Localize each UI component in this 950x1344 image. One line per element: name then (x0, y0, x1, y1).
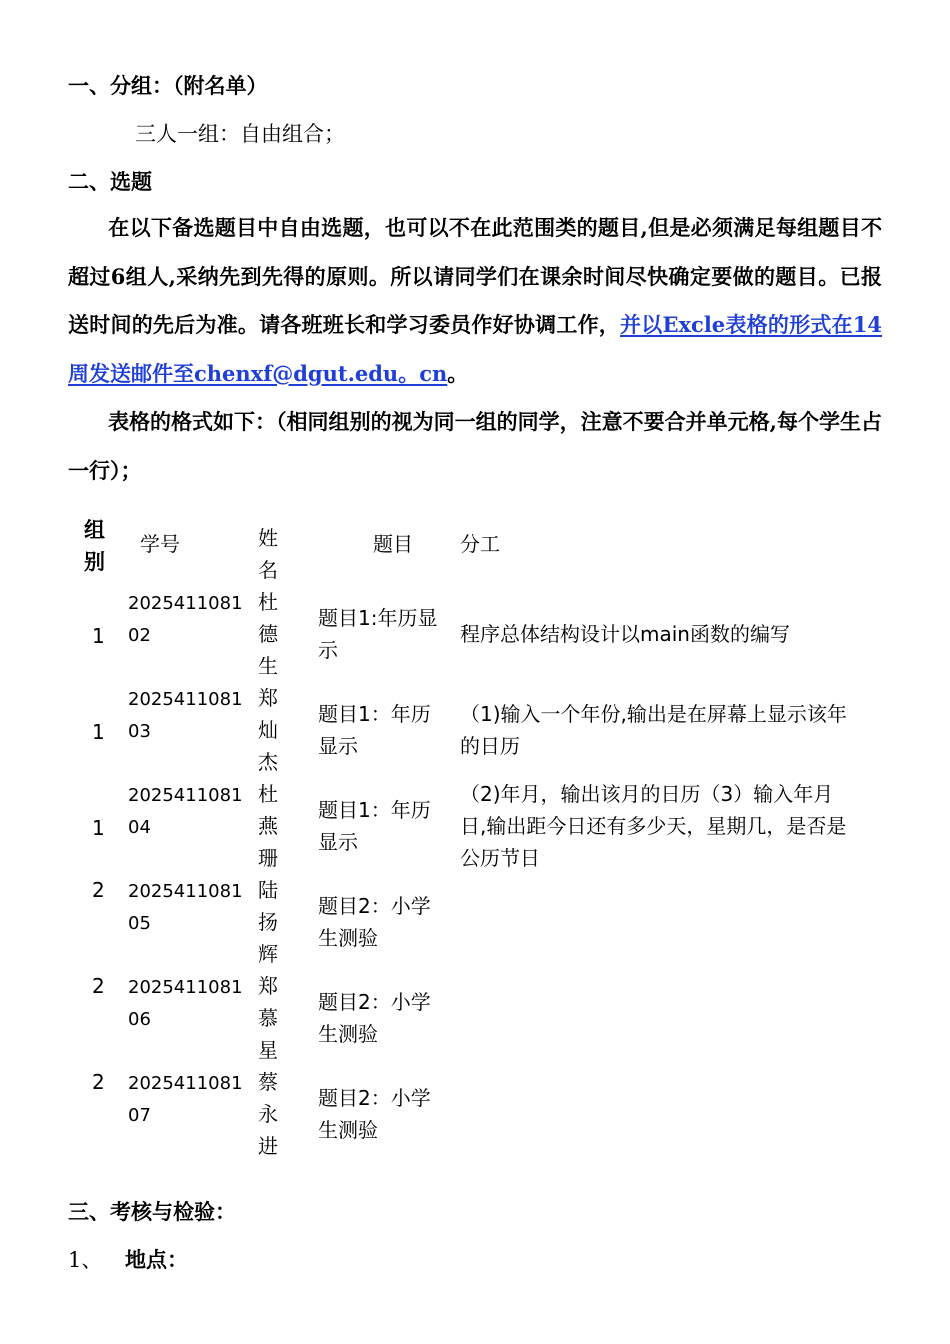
header-work: 分工 (460, 532, 500, 556)
row-6-name: 蔡永进 (258, 1070, 278, 1158)
section-1-heading: 一、分组：（附名单） (68, 73, 268, 98)
row-1-topic: 题目1:年历显示 (318, 606, 438, 662)
row-2-group: 1 (92, 720, 105, 744)
section-3-heading: 三、考核与检验： (68, 1199, 236, 1224)
item-1-location-label: 地点： (125, 1247, 188, 1272)
row-2-topic: 题目1：年历显示 (318, 702, 431, 758)
row-6-group: 2 (92, 1070, 105, 1094)
row-3-work: （2)年月，输出该月的日历（3）输入年月日,输出距今日还有多少天，星期几，是否是公历节日 (460, 782, 847, 870)
submission-email-link[interactable]: 并以Excle表格的形式在14周发送邮件至chenxf@dgut.edu。cn (68, 312, 883, 386)
row-5-student-id: 202541108106 (128, 977, 243, 1030)
row-1-group: 1 (92, 624, 105, 648)
topic-selection-paragraph (68, 204, 882, 398)
row-4-name: 陆扬辉 (258, 878, 278, 966)
table-format-paragraph (68, 398, 882, 495)
row-2-work: （1)输入一个年份,输出是在屏幕上显示该年的日历 (460, 702, 847, 758)
row-6-topic: 题目2：小学生测验 (318, 1086, 431, 1142)
row-4-student-id: 202541108105 (128, 881, 243, 934)
row-2-student-id: 202541108103 (128, 689, 243, 742)
grouping-rule: 三人一组：自由组合； (135, 122, 345, 146)
header-student-id: 学号 (140, 532, 180, 556)
topic-selection-text: 在以下备选题目中自由选题，也可以不在此范围类的题目,但是必须满足每组题目不超过6组人,采纳先到先得的原则。所以请同学们在课余时间尽快确定要做的题目。已报送时间的先后为准。请各班班长和学习委员作好协调工作， (68, 215, 882, 337)
row-3-student-id: 202541108104 (128, 785, 243, 838)
row-3-topic: 题目1：年历显示 (318, 798, 431, 854)
row-5-topic: 题目2：小学生测验 (318, 990, 431, 1046)
row-1-name: 杜德生 (258, 590, 278, 678)
row-6-student-id: 202541108107 (128, 1073, 243, 1126)
row-5-name: 郑慕星 (258, 974, 278, 1062)
item-1-number: 1、 (68, 1248, 103, 1272)
row-3-name: 杜燕珊 (258, 782, 278, 870)
header-group: 组别 (84, 517, 105, 574)
row-2-name: 郑灿杰 (258, 686, 278, 774)
header-topic: 题目 (373, 532, 413, 556)
row-1-student-id: 202541108102 (128, 593, 243, 646)
table-format-text: 表格的格式如下：（相同组别的视为同一组的同学，注意不要合并单元格,每个学生占一行）； (68, 409, 882, 483)
paragraph-end: 。 (447, 360, 469, 386)
row-1-work: 程序总体结构设计以main函数的编写 (460, 622, 790, 646)
row-3-group: 1 (92, 816, 105, 840)
header-name: 姓名 (258, 526, 278, 582)
row-5-group: 2 (92, 974, 105, 998)
row-4-topic: 题目2：小学生测验 (318, 894, 431, 950)
section-2-heading: 二、选题 (68, 169, 152, 194)
row-4-group: 2 (92, 878, 105, 902)
